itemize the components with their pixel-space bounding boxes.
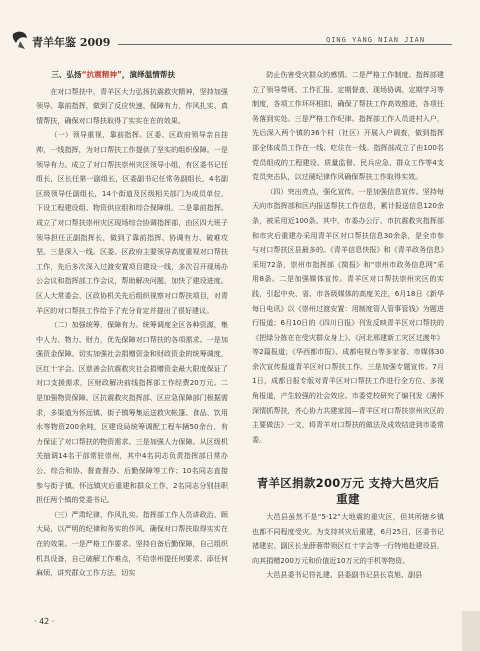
page-number: · 42 · — [34, 617, 55, 626]
yearbook-logo — [10, 30, 122, 52]
right-column — [252, 68, 444, 447]
header-rule — [118, 44, 452, 45]
section-title: 三、弘扬“抗震精神”，演绎温情帮扶 — [51, 70, 176, 79]
logo-text: 青羊年鉴 2009 — [32, 36, 111, 49]
paragraph: 大邑县虽然不是“5·12”大地震的重灾区，但其所辖乡镇也都不同程度受灾。为支持其灾后重建，6月25日，区委书记褚建宏、副区长龙薛蓉带领区红十字会等一行特地赴建设县，向其捐赠200万元和价值近10万元的手机等物资。 — [252, 512, 444, 565]
paragraph: （二）加强统筹，保障有力。统筹调度全区各种资源，集中人力、物力、财力，优先保障对口帮扶的各项需求。一是加强资金保障。切实加强社会捐赠资金和财政资金的统筹调度，区红十字会、区慈善会抗震救灾社会捐赠资金最大限度保证了对口支援需求，区财政解决前线指挥部工作经费20万元。二是加强物资保障。区抗震救灾指挥部、区应急保障部门根据需求，多渠道为怀远镇、街子镇筹集运送救灾帐篷、食品、饮用水等物资200余吨，区建设局统筹调配工程车辆50余台，有力保证了对口帮扶的物资需求。三是加强人力保障。从区级机关抽调14名干部常驻崇州，其中4名同志负责指挥部日常办公、综合和协、督查督办、后勤保障等工作；10名同志直接参与街子镇、怀远镇灾后重建和群众工作，2名同志分别挂职担任两个镇的党委书记。 — [36, 320, 228, 505]
paragraph: 在对口帮扶中，青羊区大力弘扬抗震救灾精神，坚持加强领导、靠前指挥，做到了反应快速、保障有力，作风扎实、真情帮扶，确保对口帮扶取得了实实在在的效果。 — [36, 86, 228, 125]
paragraph: 大邑县委书记符礼建、县委副书记县长袁旭、副县 — [266, 570, 423, 580]
page-corner-shadow — [462, 611, 480, 651]
paragraph: 防止伤害受灾群众的感情。二是严格工作制度。指挥部建立了领导带班、工作汇报、定期督查、现场协调、定期学习等制度，各项工作环环相扣，确保了帮扶工作高效推进，各项任务落到实处。三是严格工作纪律。指挥部工作人员进村入户，先后深入两个镇的36个村（社区）开展入户调查，做到指挥部全体成员工作在一线、吃住在一线。指挥部成立了由100名党员组成的工程建设、质量监督、民兵应急、群众工作等4支党员突击队，以过硬纪律作风确保帮扶工作取得实效。 — [252, 70, 444, 182]
left-column — [36, 68, 228, 581]
article-headline: 青羊区捐款200万元 支持大邑灾后重建 — [256, 476, 440, 506]
paragraph: （三）严肃纪律，作风扎实。指挥部工作人员讲政治、顾大局，以严明的纪律和务实的作风，确保对口帮扶取得实实在在的效果。一是严格工作要求。坚持自备后勤保障，自己组织机具设备，自己破解工作难点，不给崇州提任何要求、添任何麻烦，讲究群众工作方法，切实 — [36, 509, 228, 578]
paragraph: （四）突出亮点，强化宣传。一是加强信息宣传。坚持每天向市指挥部和区内报送帮扶工作信息，累计报送信息120余条，被采用近100条。其中，市委办公厅、市抗震救灾指挥部和市灾后重建办采用青羊区对口帮扶信息30余条，是全市参与对口帮扶区县最多的。《青羊信息快报》和《青羊政务信息》采用72条，崇州市指挥部《简报》和“崇州市政务信息网”采用8条。二是加强媒体宣传。青羊区对口帮扶崇州灾区的实践，引起中央、省、市各级媒体的高度关注，6月18日《新华每日电讯》以《崇州过渡安置：用制度管人管事管钱》为题进行报道；6月10日的《四川日报》刊发反映青羊区对口帮扶的《把绿分拣在在受灾群众身上》、《河北邢建新工灾区过渡年》等2篇报道；《华西都市报》、成都电视台等多家省、市媒体30余次宣传报道青羊区对口帮扶工作。三是加强专题宣传。7月1日，成都日报专版对青羊区对口帮扶工作进行全方位、多视角报道，产生较强的社会效应。市委党校研究了编刊发《满怀深情抓帮扶，齐心协力共建家园—青羊区对口帮扶崇州灾区的主要做法》一文，将青羊对口帮扶的做法及成效结进到市委常委。 — [252, 186, 444, 444]
article-body — [252, 510, 444, 583]
header-banner: QING YANG NIAN JIAN — [326, 36, 426, 44]
paragraph: （一）领导重视，靠前指挥。区委、区政府领导亲自挂帅，一线指挥，为对口帮扶工作提供了坚实的组织保障。一是领导有力。成立了对口帮扶崇州灾区领导小组，有区委书记任组长，区长任第一副组长，区委副书记任常务副组长，4名副区级领导任副组长，14个街道及区级相关部门为成员单位，下设工程建设组、物资供应组和综合保障组。二是靠前指挥。成立了对口帮扶崇州灾区现场综合协调指挥部，由区四大班子领导担任正副指挥长，做到了靠前指挥、协调有力、破难攻坚。三是深入一线。区委、区政府主要领导高度重视对口帮扶工作，先后多次深入过渡安置项目建设一线，多次召开现场办公会议和指挥部工作会议，帮助解决问题，加快了建设进度。区人大常委会、区政协机关先后组织视察对口帮扶项目，对青羊区的对口帮扶工作给予了充分肯定并提出了很好建议。 — [36, 130, 228, 315]
